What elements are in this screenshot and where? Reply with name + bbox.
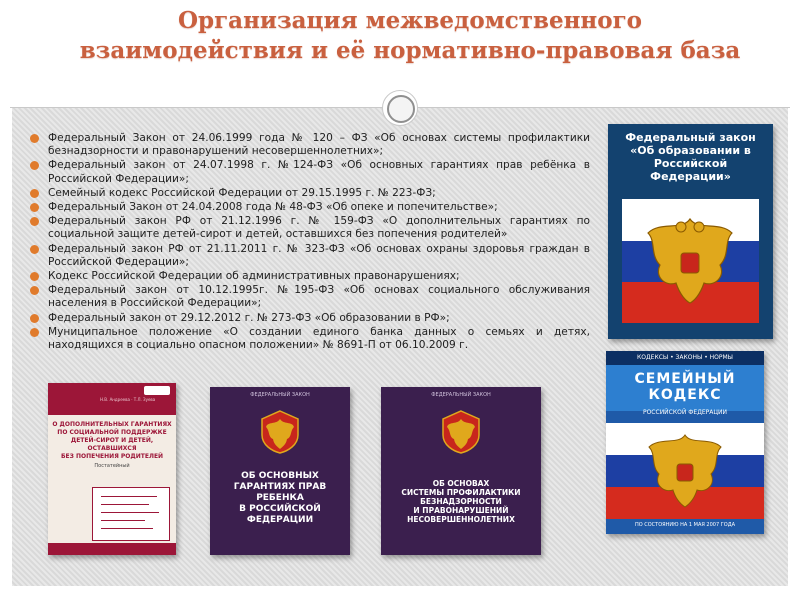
title-line-2: взаимодействия и её нормативно-правовая база xyxy=(79,37,741,64)
bullet-icon xyxy=(30,203,39,212)
flag-with-emblem-icon xyxy=(606,423,764,519)
book-child-rights xyxy=(210,387,350,555)
book-social-title: О ДОПОЛНИТЕЛЬНЫХ ГАРАНТИЯХ ПО СОЦИАЛЬНОЙ ПОДДЕРЖКЕ ДЕТЕЙ-СИРОТ И ДЕТЕЙ, ОСТАВШИХСЯ БЕЗ ПОПЕЧЕНИЯ РОДИТЕЛЕЙ xyxy=(52,421,172,460)
bullet-icon xyxy=(30,286,39,295)
list-item: Федеральный закон от 10.12.1995г. №195-ФЗ «Об основах социального обслуживания населения в Российской Федерации»; xyxy=(30,284,590,310)
publisher-logo xyxy=(144,386,170,395)
list-item: Федеральный Закон от 24.06.1999 года № 120 – ФЗ «Об основах системы профилактики безнадзорности и правонарушений несовершеннолетних»; xyxy=(30,132,590,158)
book-social-authors: Н.В. Андреева · Т.Л. Зуева xyxy=(100,397,156,402)
bullet-icon xyxy=(30,134,39,143)
book-social-subtitle: Постатейный xyxy=(94,463,130,469)
book-social-contents-box xyxy=(92,487,170,541)
slide-title xyxy=(40,6,780,66)
book-family-code xyxy=(606,351,764,534)
list-item: Федеральный закон РФ от 21.11.2011 г. № 323-ФЗ «Об основах охраны здоровья граждан в Российской Федерации»; xyxy=(30,243,590,269)
book-family-title: СЕМЕЙНЫЙ КОДЕКС xyxy=(634,371,736,403)
list-item: Федеральный Закон от 24.04.2008 года № 48-ФЗ «Об опеке и попечительстве»; xyxy=(30,201,590,214)
russian-coat-of-arms-icon xyxy=(258,409,302,455)
book-neglect-title: ОБ ОСНОВАХ СИСТЕМЫ ПРОФИЛАКТИКИ БЕЗНАДЗОРНОСТИ И ПРАВОНАРУШЕНИЙ НЕСОВЕРШЕННОЛЕТНИХ xyxy=(401,479,521,524)
list-item: Федеральный закон РФ от 21.12.1996 г. № 159-ФЗ «О дополнительных гарантиях по социальной защите детей-сирот и детей, оставшихся без попечения родителей» xyxy=(30,215,590,241)
bullet-icon xyxy=(30,217,39,226)
list-item: Семейный кодекс Российской Федерации от 29.15.1995 г. № 223-ФЗ; xyxy=(30,187,590,200)
book-family-footer: ПО СОСТОЯНИЮ НА 1 МАЯ 2007 ГОДА xyxy=(634,522,736,528)
bullet-icon xyxy=(30,161,39,170)
book-family-subtitle: РОССИЙСКОЙ ФЕДЕРАЦИИ xyxy=(642,409,728,416)
list-item: Федеральный закон от 24.07.1998 г. №124-ФЗ «Об основных гарантиях прав ребёнка в Российской Федерации»; xyxy=(30,159,590,185)
book-neglect-header: ФЕДЕРАЛЬНЫЙ ЗАКОН xyxy=(431,392,491,398)
bullet-icon xyxy=(30,245,39,254)
book-social-guarantees xyxy=(48,383,176,555)
list-item: Федеральный закон от 29.12.2012 г. № 273-ФЗ «Об образовании в РФ»; xyxy=(30,312,590,325)
book-education-title: Федеральный закон «Об образовании в Российской Федерации» xyxy=(625,131,756,183)
book-rights-header: ФЕДЕРАЛЬНЫЙ ЗАКОН xyxy=(250,392,310,398)
laws-list xyxy=(30,132,590,353)
list-item: Муниципальное положение «О создании единого банка данных о семьях и детях, находящихся в социально опасном положении» № 8691-П от 06.10.2009 г. xyxy=(30,326,590,352)
book-neglect-prevention xyxy=(381,387,541,555)
book-education-law xyxy=(608,124,773,339)
bullet-icon xyxy=(30,189,39,198)
title-line-1: Организация межведомственного xyxy=(177,7,643,34)
bullet-icon xyxy=(30,328,39,337)
book-rights-title: ОБ ОСНОВНЫХ ГАРАНТИЯХ ПРАВ РЕБЕНКА В РОССИЙСКОЙ ФЕДЕРАЦИИ xyxy=(233,471,327,525)
list-item: Кодекс Российской Федерации об административных правонарушениях; xyxy=(30,270,590,283)
slide-knob-icon xyxy=(382,90,418,126)
flag-with-emblem-icon xyxy=(622,199,759,323)
book-family-top: КОДЕКСЫ • ЗАКОНЫ • НОРМЫ xyxy=(606,351,764,365)
bullet-icon xyxy=(30,272,39,281)
bullet-icon xyxy=(30,314,39,323)
russian-coat-of-arms-icon xyxy=(439,409,483,455)
